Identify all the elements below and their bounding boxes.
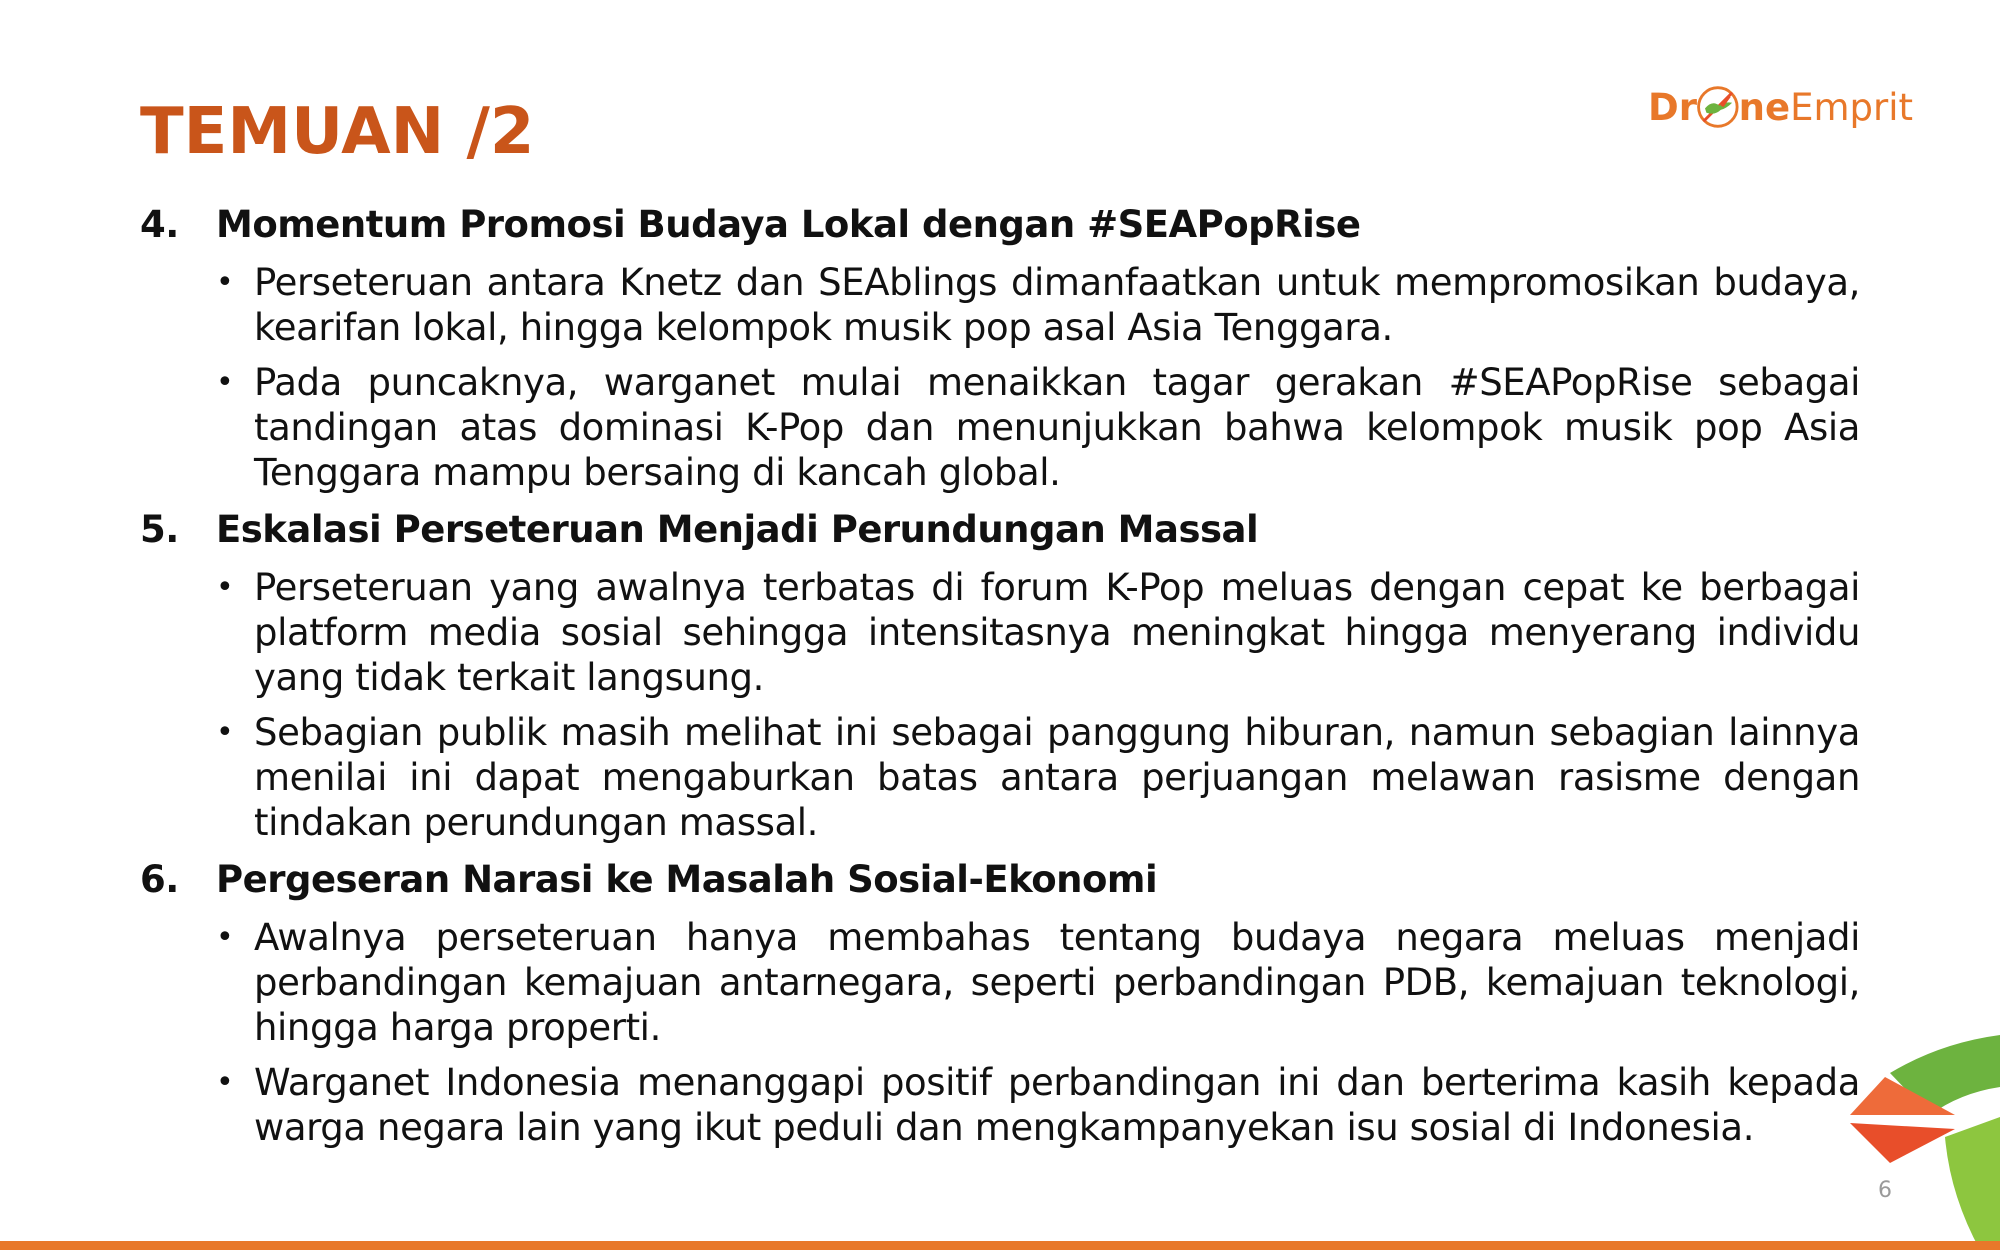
logo-text-dr: Dr xyxy=(1648,85,1697,129)
section-number: 5. xyxy=(140,508,179,551)
bullet-item xyxy=(216,710,1860,845)
finding-section xyxy=(140,200,1860,495)
bullet-dot: • xyxy=(216,1065,234,1100)
section-number: 4. xyxy=(140,203,179,246)
bullet-item xyxy=(216,915,1860,1050)
bullet-list xyxy=(140,915,1860,1150)
corner-shape-red xyxy=(1850,1123,1955,1163)
logo-text-emprit: Emprit xyxy=(1790,85,1913,129)
bottom-accent-bar xyxy=(0,1241,2000,1250)
bullet-text: Pada puncaknya, warganet mulai menaikkan tagar gerakan #SEAPopRise sebagai tandingan atas dominasi K-Pop dan menunjukkan bahwa kelompok musik pop Asia Tenggara mampu bersaing di kancah global. xyxy=(254,361,1860,494)
bullet-dot: • xyxy=(216,570,234,605)
bullet-list xyxy=(140,565,1860,845)
bullet-item xyxy=(216,360,1860,495)
bullet-dot: • xyxy=(216,265,234,300)
bullet-list xyxy=(140,260,1860,495)
bullet-text: Awalnya perseteruan hanya membahas tentang budaya negara meluas menjadi perbandingan kemajuan antarnegara, seperti perbandingan PDB, kemajuan teknologi, hingga harga properti. xyxy=(254,916,1860,1049)
bullet-item xyxy=(216,1060,1860,1150)
findings-list xyxy=(140,200,1860,1158)
drone-bird-icon xyxy=(1695,75,1741,139)
page-title: TEMUAN /2 xyxy=(140,95,535,169)
section-heading xyxy=(140,505,1860,555)
bullet-dot: • xyxy=(216,365,234,400)
section-heading xyxy=(140,200,1860,250)
bullet-text: Perseteruan yang awalnya terbatas di forum K-Pop meluas dengan cepat ke berbagai platform media sosial sehingga intensitasnya meningkat hingga menyerang individu yang tidak terkait langsung. xyxy=(254,566,1860,699)
bullet-dot: • xyxy=(216,715,234,750)
logo-text-ne: ne xyxy=(1738,85,1791,129)
section-title: Momentum Promosi Budaya Lokal dengan #SEAPopRise xyxy=(216,203,1361,246)
finding-section xyxy=(140,855,1860,1150)
drone-emprit-logo xyxy=(1648,70,1913,144)
corner-shape-lightgreen xyxy=(1945,1117,2000,1250)
bullet-dot: • xyxy=(216,920,234,955)
section-heading xyxy=(140,855,1860,905)
bullet-item xyxy=(216,260,1860,350)
section-number: 6. xyxy=(140,858,179,901)
bullet-item xyxy=(216,565,1860,700)
bullet-text: Perseteruan antara Knetz dan SEAblings dimanfaatkan untuk mempromosikan budaya, kearifan lokal, hingga kelompok musik pop asal Asia Tenggara. xyxy=(254,261,1860,349)
section-title: Eskalasi Perseteruan Menjadi Perundungan Massal xyxy=(216,508,1259,551)
page-number: 6 xyxy=(1878,1178,1892,1203)
corner-decoration xyxy=(1850,1035,2000,1250)
bullet-text: Sebagian publik masih melihat ini sebagai panggung hiburan, namun sebagian lainnya menilai ini dapat mengaburkan batas antara perjuangan melawan rasisme dengan tindakan perundungan massal. xyxy=(254,711,1860,844)
bullet-text: Warganet Indonesia menanggapi positif perbandingan ini dan berterima kasih kepada warga negara lain yang ikut peduli dan mengkampanyekan isu sosial di Indonesia. xyxy=(254,1061,1860,1149)
finding-section xyxy=(140,505,1860,845)
section-title: Pergeseran Narasi ke Masalah Sosial-Ekonomi xyxy=(216,858,1158,901)
